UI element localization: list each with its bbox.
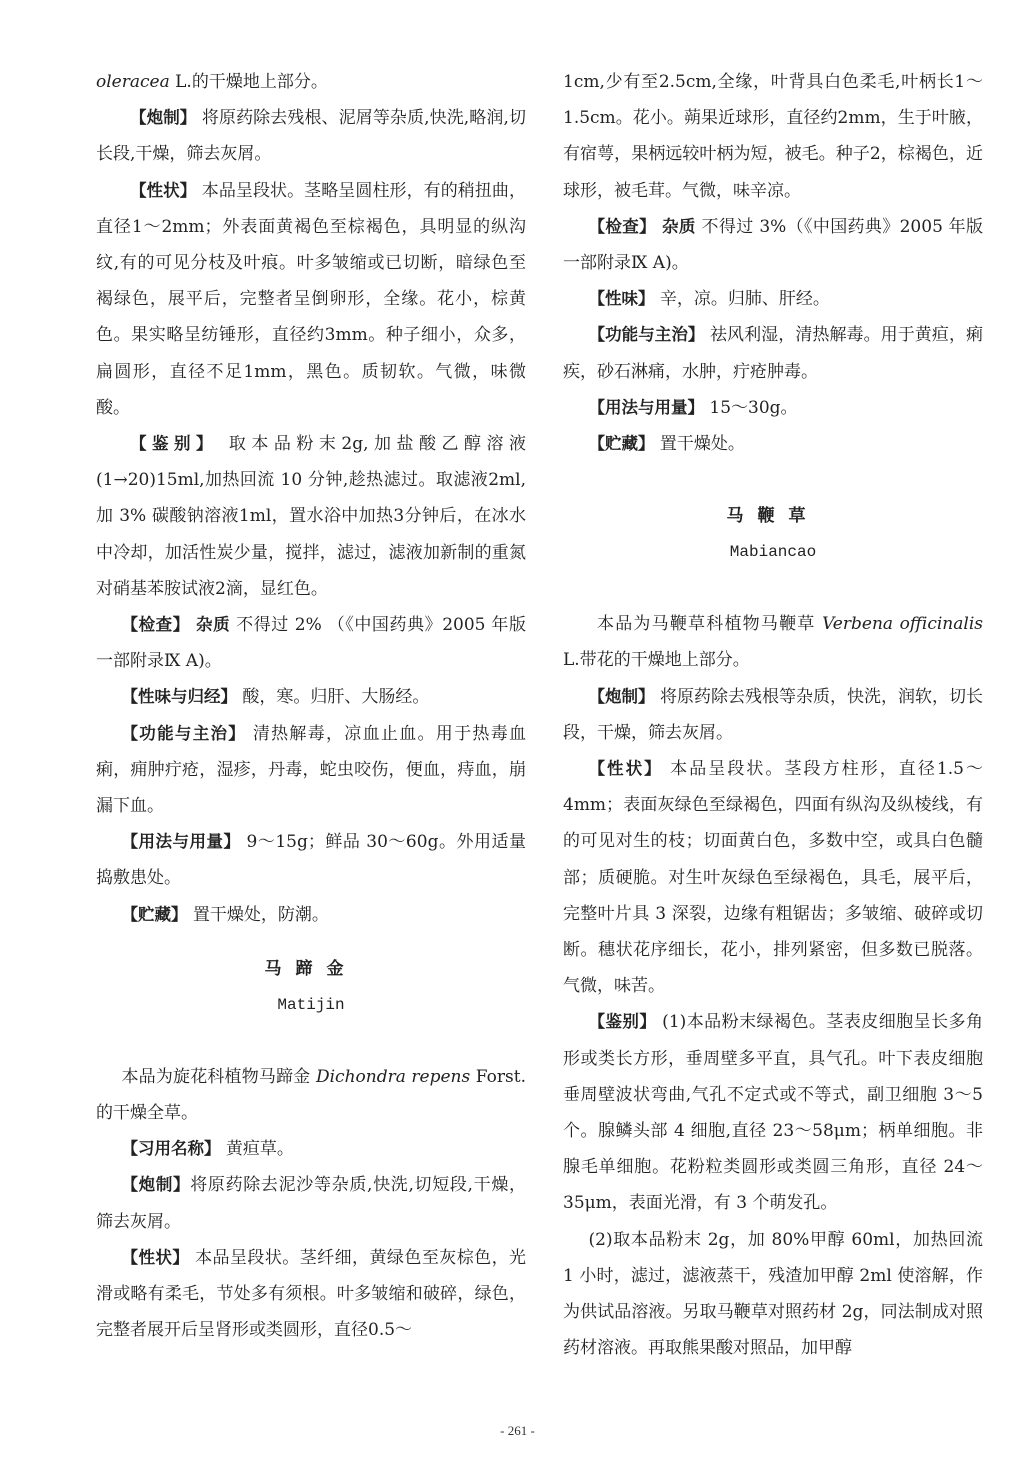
paragraph-function [563, 317, 983, 389]
paragraph-dosage [96, 824, 526, 896]
paragraph-processing [96, 1167, 526, 1239]
paragraph-description [563, 751, 983, 1004]
section-label: 【性味与归经】 [121, 687, 237, 707]
section-label: 【检查】 杂质 [121, 615, 231, 635]
paragraph-identification-tlc [563, 1222, 983, 1367]
paragraph-inspection [96, 607, 526, 679]
latin-name: Dichondra repens [315, 1066, 471, 1087]
paragraph-text: 清热解毒，凉血止血。用于热毒血痢，痈肿疔疮，湿疹，丹毒，蛇虫咬伤，便血，痔血，崩漏下血。 [96, 723, 527, 817]
paragraph-text: 不得过 2% （《中国药典》2005 年版一部附录Ⅸ A)。 [96, 615, 526, 672]
paragraph-identification [563, 1004, 983, 1221]
section-label: 【性味】 [588, 289, 655, 309]
paragraph-description-continued [563, 64, 983, 209]
paragraph-nature [563, 281, 983, 317]
paragraph-text: (2)取本品粉末 2g，加 80%甲醇 60ml，加热回流 1 小时，滤过，滤液蒸干，残渣加甲醇 2ml 使溶解，作为供试品溶液。另取马鞭草对照药材 2g，同法制成对照药材溶液。再取熊果酸对照品，加甲醇 [563, 1229, 983, 1359]
section-label: 【习用名称】 [121, 1139, 221, 1159]
paragraph-text: 将原药除去残根等杂质，快洗，润软，切长段，干燥，筛去灰屑。 [563, 686, 984, 743]
entry-title: 马蹄金 [264, 958, 358, 979]
paragraph-text: 将原药除去泥沙等杂质,快洗,切短段,干燥，筛去灰屑。 [96, 1175, 526, 1232]
section-label: 【检查】 杂质 [588, 216, 696, 236]
paragraph-dosage [563, 390, 983, 426]
paragraph-processing [563, 679, 983, 751]
paragraph-common-name [96, 1131, 526, 1167]
section-label: 【贮藏】 [588, 434, 655, 454]
paragraph-storage [563, 426, 983, 462]
paragraph-text: 1cm,少有至2.5cm,全缘，叶背具白色柔毛,叶柄长1～1.5cm。花小。蒴果近球形，直径约2mm，生于叶腋，有宿萼，果柄远较叶柄为短，被毛。种子2，棕褐色，近球形，被毛茸。气微，味辛凉。 [563, 72, 983, 201]
paragraph-text: 本品为旋花科植物马蹄金 [121, 1066, 316, 1087]
section-label: 【用法与用量】 [121, 832, 241, 852]
section-label: 【性状】 [588, 759, 663, 779]
paragraph-description [96, 1240, 526, 1349]
section-label: 【性状】 [130, 180, 197, 200]
paragraph-storage [96, 897, 526, 933]
paragraph-text: 黄疸草。 [220, 1139, 294, 1160]
section-label: 【贮藏】 [121, 904, 188, 924]
paragraph-text: 9～15g；鲜品 30～60g。外用适量捣敷患处。 [96, 832, 526, 889]
left-column [96, 64, 526, 1349]
section-label: 【性状】 [121, 1247, 190, 1267]
paragraph-identification [96, 426, 526, 607]
section-label: 【鉴别】 [588, 1012, 657, 1032]
paragraph-text: 本品呈段状。茎略呈圆柱形，有的稍扭曲，直径1～2mm；外表面黄褐色至棕褐色，具明显的纵沟纹,有的可见分枝及叶痕。叶多皱缩或已切断，暗绿色至褐绿色，展平后，完整者呈倒卵形，全缘。花小，棕黄色。果实略呈纺锤形，直径约3mm。种子细小，众多，扁圆形，直径不足1mm，黑色。质韧软。气微，味微酸。 [96, 180, 527, 418]
paragraph-processing [96, 100, 526, 172]
section-label: 【炮制】 [588, 686, 655, 706]
paragraph-nature-meridian [96, 679, 526, 715]
paragraph-origin [563, 606, 983, 678]
section-label: 【炮制】 [121, 1175, 191, 1195]
latin-name: oleracea [96, 72, 170, 92]
paragraph-origin [96, 1059, 526, 1131]
paragraph-text: (1)本品粉末绿褐色。茎表皮细胞呈长多角形或类长方形，垂周壁多平直，具气孔。叶下表皮细胞垂周壁波状弯曲,气孔不定式或不等式，副卫细胞 3～5 个。腺鳞头部 4 细胞,直径 23～58μm；柄单细胞。非腺毛单细胞。花粉粒类圆形或类圆三角形，直径 24～35μm，表面光滑，有 3 个萌发孔。 [563, 1012, 984, 1214]
section-label: 【功能与主治】 [588, 325, 705, 345]
entry-title: 马鞭草 [726, 506, 820, 527]
paragraph-text: L.带花的干燥地上部分。 [563, 650, 750, 671]
paragraph-text: 置干燥处。 [654, 434, 745, 455]
paragraph-text: 本品为马鞭草科植物马鞭草 [597, 614, 823, 635]
paragraph-text: L.的干燥地上部分。 [169, 72, 328, 92]
paragraph-text: 不得过 3%（《中国药典》2005 年版一部附录Ⅸ A)。 [563, 216, 983, 274]
paragraph-function [96, 716, 526, 825]
paragraph-text: 置干燥处，防潮。 [187, 904, 329, 925]
paragraph-text: 辛，凉。归肺、肝经。 [654, 289, 830, 310]
paragraph-text: 将原药除去残根、泥屑等杂质,快洗,略润,切长段,干燥，筛去灰屑。 [96, 108, 527, 165]
section-label: 【功能与主治】 [121, 723, 247, 743]
paragraph-text: 祛风利湿，清热解毒。用于黄疸，痢疾，砂石淋痛，水肿，疔疮肿毒。 [563, 325, 984, 382]
entry-pinyin: Matijin [277, 995, 345, 1014]
section-label: 【鉴别】 [130, 434, 218, 454]
paragraph-text: 本品呈段状。茎纤细，黄绿色至灰棕色，光滑或略有柔毛，节处多有须根。叶多皱缩和破碎，绿色，完整者展开后呈肾形或类圆形，直径0.5～ [96, 1247, 527, 1341]
entry-pinyin: Mabiancao [729, 543, 817, 562]
paragraph-text: 15～30g。 [704, 397, 798, 418]
section-label: 【炮制】 [130, 108, 197, 128]
paragraph-inspection [563, 209, 983, 281]
paragraph-text: Forst.的干燥全草。 [96, 1066, 526, 1124]
section-label: 【用法与用量】 [588, 397, 704, 417]
paragraph-text: 酸，寒。归肝、大肠经。 [237, 687, 430, 708]
right-column [563, 64, 983, 1367]
page-number: - 261 - [500, 1423, 535, 1438]
paragraph-origin-continued [96, 64, 526, 100]
paragraph-description [96, 173, 526, 426]
paragraph-text: 本品呈段状。茎段方柱形，直径1.5～4mm；表面灰绿色至绿褐色，四面有纵沟及纵棱线，有的可见对生的枝；切面黄白色，多数中空，或具白色髓部；质硬脆。对生叶灰绿色至绿褐色，具毛，展平后，完整叶片具 3 深裂，边缘有粗锯齿；多皱缩、破碎或切断。穗状花序细长，花小，排列紧密，但多数已脱落。气微，味苦。 [563, 759, 983, 997]
paragraph-text: 取本品粉末2g,加盐酸乙醇溶液(1→20)15ml,加热回流 10 分钟,趁热滤过。取滤液2ml,加 3% 碳酸钠溶液1ml，置水浴中加热3分钟后，在冰水中冷却，加活性炭少量，搅拌，滤过，滤液加新制的重氮对硝基苯胺试液2滴，显红色。 [96, 434, 526, 599]
latin-name: Verbena officinalis [822, 614, 983, 635]
